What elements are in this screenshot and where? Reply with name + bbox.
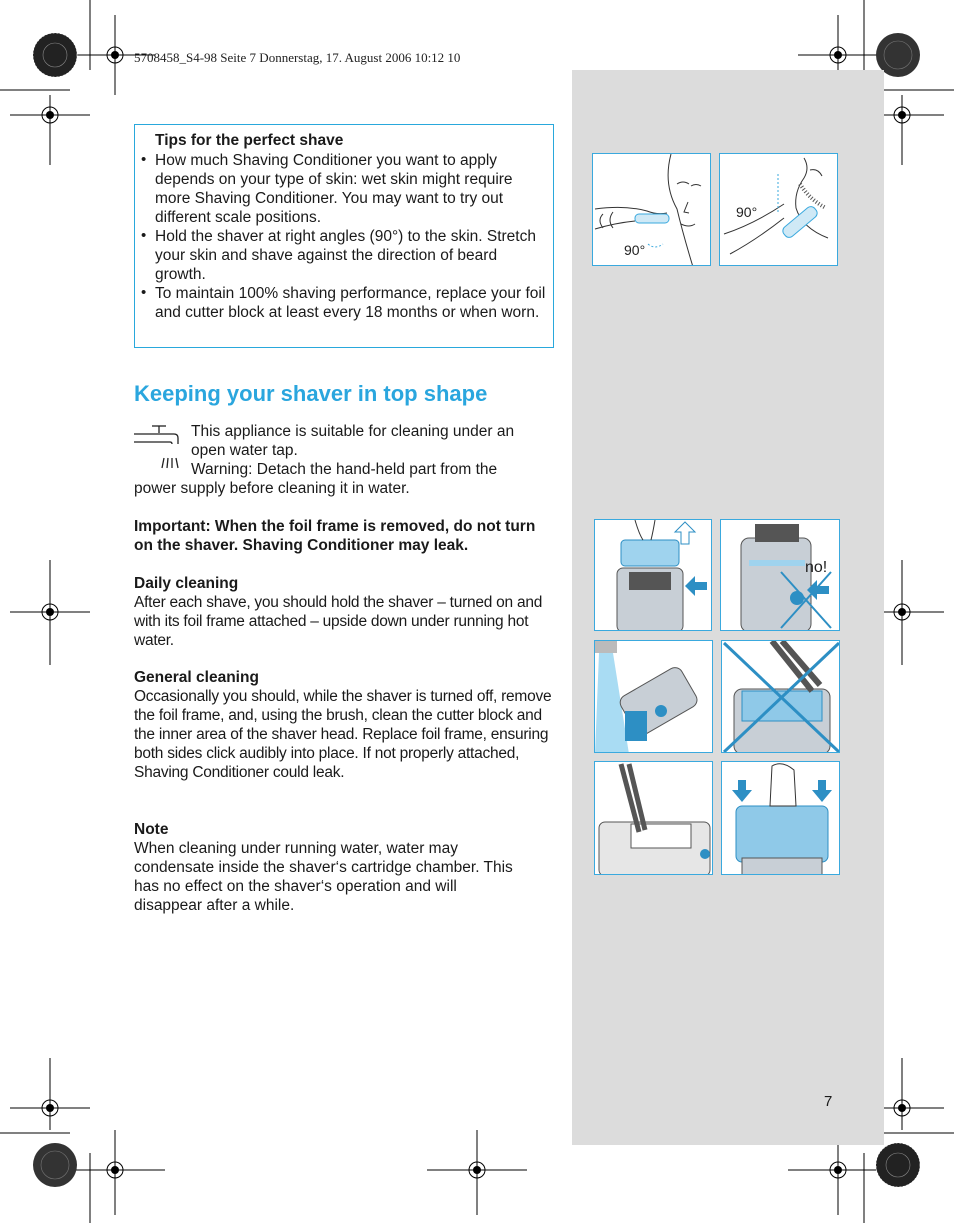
rinse-under-tap-illustration [594,640,713,753]
note-heading: Note [134,821,169,838]
important-note: Important: When the foil frame is removed, do not turn on the shaver. Shaving Conditioner may leak. [134,518,536,554]
remove-foil-drawing [595,520,712,631]
no-brush-on-foil-illustration [721,640,840,753]
shaving-angle-face-illustration [592,153,711,266]
bullet-symbol: • [141,284,147,301]
no-switch-drawing [721,520,840,631]
remove-foil-frame-illustration [594,519,712,631]
bullet-symbol: • [141,151,147,168]
replace-foil-drawing [722,762,840,875]
no-switch-on-illustration [720,519,840,631]
daily-cleaning-text: After each shave, you should hold the shaver – turned on and with its foil frame attached – upside down under running hot water. [134,594,543,649]
brush-cutter-drawing [595,762,713,875]
no-label: no! [805,559,828,576]
tip-item: How much Shaving Conditioner you want to apply depends on your type of skin: wet skin might require more Shaving Conditioner. You may want to try out different scale positions. [155,152,513,226]
print-header: 5708458_S4-98 Seite 7 Donnerstag, 17. August 2006 10:12 10 [134,50,461,65]
no-brush-drawing [722,641,840,753]
angle-label: 90° [736,204,758,220]
intro-line: Warning: Detach the hand-held part from the [191,461,498,478]
intro-line: open water tap. [191,442,298,459]
tip-item: Hold the shaver at right angles (90°) to the skin. Stretch your skin and shave against the direction of beard growth. [155,228,536,283]
tips-title: Tips for the perfect shave [155,132,344,149]
neck-shave-drawing [720,154,838,266]
tip-item: To maintain 100% shaving performance, replace your foil and cutter block at least every 18 months or when worn. [155,285,546,321]
water-tap-icon [134,424,182,472]
angle-label: 90° [624,242,646,258]
intro-line: This appliance is suitable for cleaning under an [191,423,515,440]
intro-line: power supply before cleaning it in water. [134,480,410,497]
general-cleaning-heading: General cleaning [134,669,259,686]
face-shave-drawing [593,154,711,266]
replace-foil-frame-illustration [721,761,840,875]
rinse-drawing [595,641,713,753]
note-text: When cleaning under running water, water may condensate inside the shaver‘s cartridge chamber. This has no effect on the shaver‘s operation and will disappear after a while. [134,840,513,914]
daily-cleaning-heading: Daily cleaning [134,575,239,592]
page-number: 7 [824,1093,833,1110]
bullet-symbol: • [141,227,147,244]
shaving-angle-neck-illustration [719,153,838,266]
section-title: Keeping your shaver in top shape [134,381,488,406]
brush-cutter-block-illustration [594,761,713,875]
general-cleaning-text: Occasionally you should, while the shaver is turned off, remove the foil frame, and, using the brush, clean the cutter block and the inner area of the shaver head. Replace foil frame, ensuring both sides click audibly into place. If not properly attached, Shaving Conditioner could leak. [134,688,552,781]
